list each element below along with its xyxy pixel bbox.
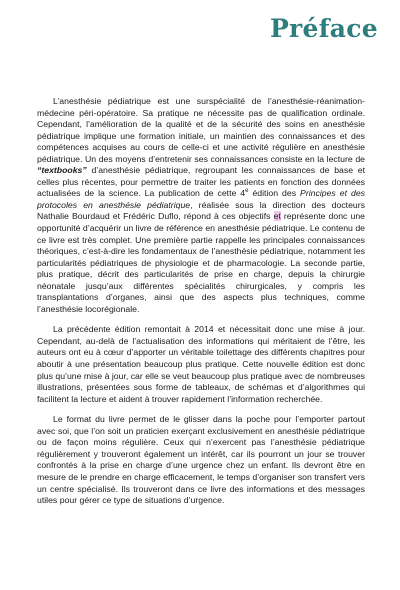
text-segment: représente donc une opportunité d’acquérir un livre de référence en anesthésie pédiatrique. Le contenu de ce livre est très complet. Une première partie rappelle les principales connaissances théoriques, c’est-à-dire les fondamentaux de l’anesthésie pédiatrique, notamment les particularités pédiatriques de physiologie et de pharmacologie. La seconde partie, plus pratique, décrit des particularités de prise en charge, depuis la chirurgie néonatale jusqu’aux différentes spécialités chirurgicales, y compris les transplantations d’organes, ainsi que des aspects plus techniques, comme l’anesthésie locorégionale. xyxy=(37,211,365,314)
highlighted-text: et xyxy=(273,211,281,222)
paragraph-3 xyxy=(37,414,365,506)
text-segment: Principes et des protocoles en anesthésie pédiatrique xyxy=(37,188,365,210)
paragraph-1 xyxy=(37,96,365,315)
preface-body xyxy=(37,96,365,516)
text-segment: “textbooks” xyxy=(37,165,87,176)
text-segment: , réalisée sous la direction des docteurs Nathalie Bourdaud et Frédéric Duflo, répond à ces objectifs xyxy=(37,199,365,222)
text-segment: édition des xyxy=(248,188,301,199)
text-segment: e xyxy=(245,188,249,195)
paragraph-2 xyxy=(37,324,365,405)
page-title: Préface xyxy=(269,14,378,43)
text-segment: d’anesthésie pédiatrique, regroupant les connaissances de base et celles plus récentes, pour permettre de traiter les patients en fonction des données actualisées de la science. La publication de cette 4 xyxy=(37,165,365,199)
text-segment: L’anesthésie pédiatrique est une surspécialité de l’anesthésie-réanimation-médecine péri-opératoire. Sa pratique ne nécessite pas de qualification ordinale. Cependant, l’amélioration de la qualité et de la sécurité des soins en anesthésie pédiatrique implique une formation initiale, un maintien des connaissances et des compétences acquises au cours de celle-ci et une activité régulière en anesthésie pédiatrique. Un des moyens d’entretenir ses connaissances consiste en la lecture de xyxy=(37,96,365,164)
text-segment: La précédente édition remontait à 2014 et nécessitait donc une mise à jour. Cependant, au-delà de l’actualisation des informations qui méritaient de l’être, les auteurs ont eu à cœur d’apporter un véritable toilettage des différents chapitres pour aboutir à une présentation beaucoup plus pratique. Cette nouvelle édition est donc plus qu’une mise à jour, car elle se veut beaucoup plus pratique avec de nombreuses illustrations, présentées sous forme de tableaux, de schémas et d’algorithmes qui facilitent la lecture et aident à trouver rapidement l’information recherchée. xyxy=(37,324,365,404)
text-segment: Le format du livre permet de le glisser dans la poche pour l’emporter partout avec soi, que l’on soit un praticien exerçant exclusivement en anesthésie pédiatrique ou de façon moins régulière. Ceux qui n’exercent pas l’anesthésie pédiatrique régulièrement y trouveront également un intérêt, car ils pourront un jour se trouver confrontés à la prise en charge d’une urgence chez un enfant. Ils devront être en mesure de le prendre en charge efficacement, le temps d’organiser son transfert vers un centre spécialisé. Ils trouveront dans ce livre des informations et des messages utiles pour gérer ce type de situations d’urgence. xyxy=(37,414,365,506)
